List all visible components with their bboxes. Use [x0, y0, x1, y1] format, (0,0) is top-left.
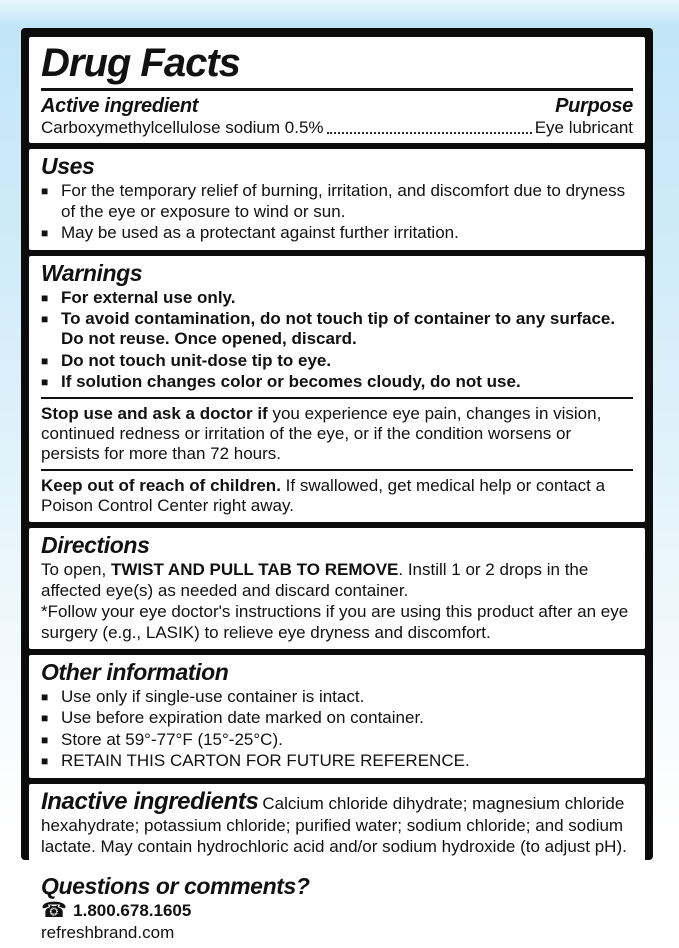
bullet-square-icon: ■ — [41, 184, 49, 199]
directions-heading: Directions — [41, 532, 150, 559]
bullet-square-icon: ■ — [41, 290, 49, 305]
other-information-heading: Other information — [41, 659, 229, 686]
website-url: refreshbrand.com — [41, 922, 175, 942]
uses-item-text: May be used as a protectant against further irritation. — [61, 223, 459, 243]
uses-heading: Uses — [41, 153, 95, 180]
active-ingredient-header-row — [41, 94, 633, 118]
other-information-item — [41, 708, 633, 728]
other-information-item-text: Use before expiration date marked on container. — [61, 708, 424, 728]
keep-out-paragraph — [41, 476, 633, 517]
purpose-heading: Purpose — [555, 95, 633, 117]
uses-item-text: For the temporary relief of burning, irritation, and discomfort due to dryness of the eye or exposure to wind or sun. — [61, 181, 626, 221]
warnings-item — [41, 372, 633, 392]
bullet-square-icon: ■ — [41, 711, 49, 726]
keep-out-lead: Keep out of reach of children. — [41, 475, 281, 495]
other-information-item — [41, 751, 633, 771]
other-information-item-text: RETAIN THIS CARTON FOR FUTURE REFERENCE. — [61, 751, 470, 771]
phone-row — [41, 901, 633, 921]
section-warnings — [29, 256, 645, 523]
active-ingredient-heading: Active ingredient — [41, 95, 199, 117]
stop-use-lead: Stop use and ask a doctor if — [41, 403, 268, 423]
bullet-square-icon: ■ — [41, 226, 49, 241]
bullet-square-icon: ■ — [41, 732, 49, 747]
directions-post: . Instill 1 or 2 drops in the affected eye(s) as needed and discard container. — [41, 560, 589, 600]
drug-facts-title: Drug Facts — [41, 41, 240, 85]
section-header — [29, 37, 645, 143]
warnings-item — [41, 351, 633, 371]
other-information-item-text: Store at 59°-77°F (15°-25°C). — [61, 729, 283, 749]
divider — [41, 469, 633, 471]
section-other-information — [29, 655, 645, 778]
bullet-square-icon: ■ — [41, 311, 49, 326]
warnings-item-text: For external use only. — [61, 287, 236, 307]
directions-note: *Follow your eye doctor's instructions if you are using this product after an eye surgery (e.g., LASIK) to relieve eye dryness and discomfort. — [41, 602, 629, 642]
warnings-item-text: If solution changes color or becomes cloudy, do not use. — [61, 372, 521, 392]
other-information-item — [41, 687, 633, 707]
active-ingredient-name: Carboxymethylcellulose sodium 0.5% — [41, 118, 324, 137]
inactive-ingredients-paragraph — [41, 788, 633, 858]
keep-out-text: If swallowed, get medical help or contact a Poison Control Center right away. — [41, 475, 606, 516]
other-information-item — [41, 730, 633, 750]
other-information-item-text: Use only if single-use container is intact. — [61, 687, 365, 707]
dotted-leader — [327, 132, 532, 134]
purpose-value: Eye lubricant — [534, 118, 633, 137]
bullet-square-icon: ■ — [41, 690, 49, 705]
uses-item — [41, 223, 633, 243]
warnings-item — [41, 309, 633, 350]
phone-number: 1.800.678.1605 — [73, 901, 192, 921]
warnings-item — [41, 288, 633, 308]
directions-paragraph — [41, 560, 633, 601]
bullet-square-icon: ■ — [41, 375, 49, 390]
divider — [41, 88, 633, 91]
contact-heading: Questions or comments? — [41, 873, 310, 900]
stop-use-text: you experience eye pain, changes in vision, continued redness or irritation of the eye, or if the condition worsens or persists for more than 72 hours. — [41, 403, 602, 464]
directions-pre: To open, — [41, 560, 111, 580]
section-inactive-ingredients — [29, 784, 645, 864]
section-contact — [29, 869, 645, 948]
warnings-item-text: To avoid contamination, do not touch tip of container to any surface. Do not reuse. Once opened, discard. — [61, 308, 616, 349]
bullet-square-icon: ■ — [41, 353, 49, 368]
section-uses — [29, 149, 645, 249]
directions-emphasis: TWIST AND PULL TAB TO REMOVE — [110, 560, 399, 580]
warnings-heading: Warnings — [41, 259, 143, 286]
inactive-ingredients-heading: Inactive ingredients — [41, 787, 259, 815]
drug-facts-label — [21, 28, 653, 942]
section-directions — [29, 528, 645, 649]
active-ingredient-row — [41, 118, 633, 138]
divider — [41, 397, 633, 399]
inactive-ingredients-text: Calcium chloride dihydrate; magnesium chloride hexahydrate; potassium chloride; purified water; sodium chloride; and sodium lactate. May contain hydrochloric acid and/or sodium hydroxide (to adjust pH). — [41, 793, 627, 856]
bullet-square-icon: ■ — [41, 754, 49, 769]
telephone-icon: ☎ — [41, 899, 68, 923]
warnings-item-text: Do not touch unit-dose tip to eye. — [61, 350, 332, 370]
stop-use-paragraph — [41, 404, 633, 465]
uses-item — [41, 181, 633, 222]
